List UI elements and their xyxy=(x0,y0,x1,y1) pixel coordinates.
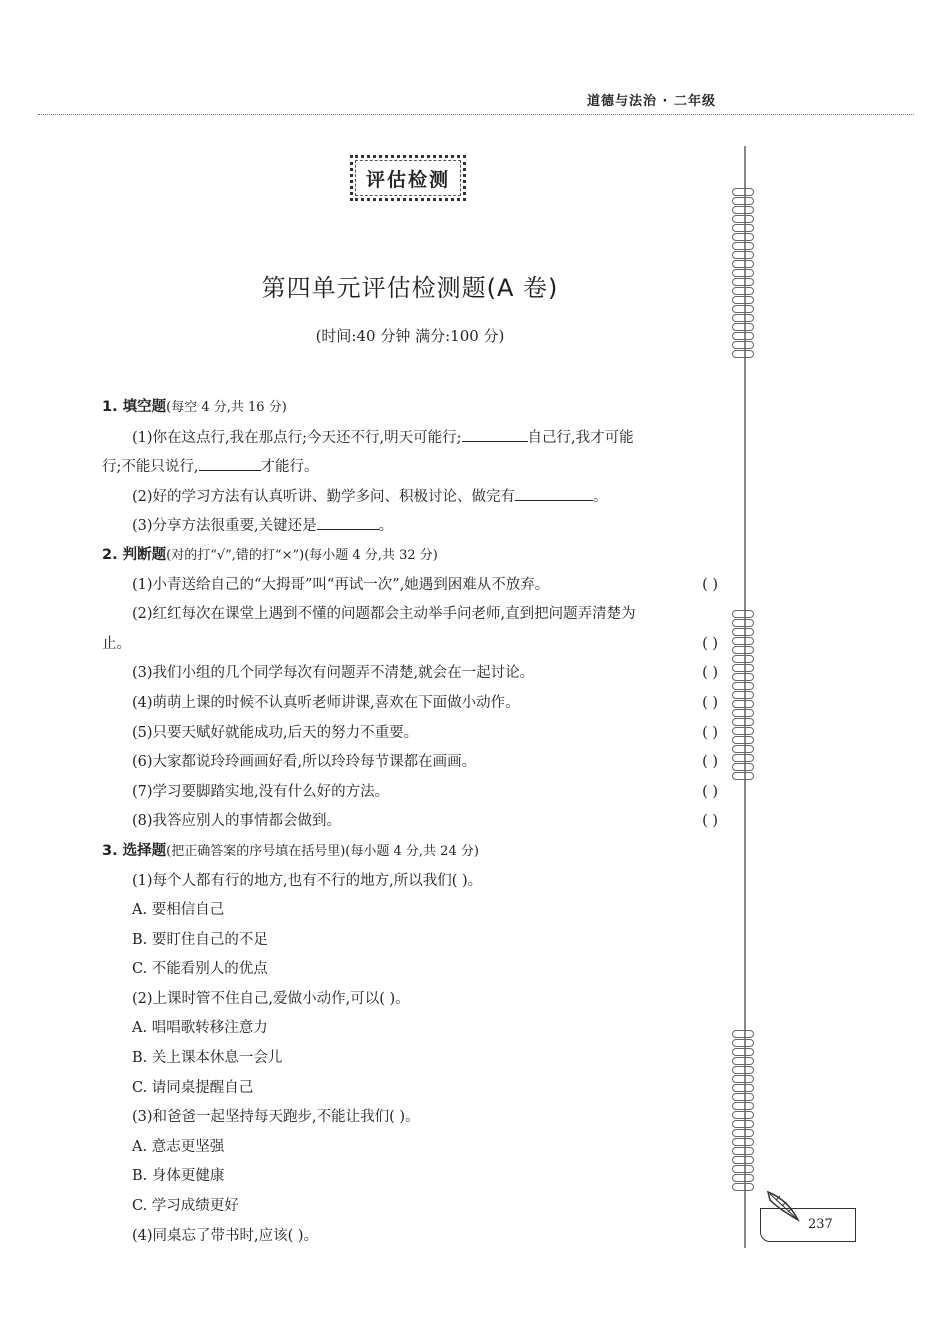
judge-item-text: (1)小青送给自己的“大拇哥”叫“再试一次”,她遇到困难从不放弃。 xyxy=(132,576,550,593)
choice-option[interactable]: C. 学习成绩更好 xyxy=(132,1198,239,1215)
header-subject: 道德与法治 · 二年级 xyxy=(587,94,716,109)
judge-item-5 xyxy=(102,719,718,749)
fill-q1-text-d: 才能行。 xyxy=(260,459,319,476)
choice-question-1: (1)每个人都有行的地方,也有不行的地方,所以我们( )。 xyxy=(132,872,483,889)
judge-item-text: 止。 xyxy=(102,635,131,652)
answer-blank[interactable] xyxy=(317,511,379,530)
section-1-note: (每空 4 分,共 16 分) xyxy=(166,400,287,415)
spiral-binding-bottom xyxy=(732,1030,760,1192)
choice-question-3: (3)和爸爸一起坚持每天跑步,不能让我们( )。 xyxy=(132,1109,420,1126)
section-2-label: 2. 判断题 xyxy=(102,546,167,563)
judge-item-2-line-1 xyxy=(102,600,718,630)
assessment-badge xyxy=(350,155,466,201)
answer-blank[interactable] xyxy=(199,452,261,471)
choice-question-4: (4)同桌忘了带书时,应该( )。 xyxy=(132,1227,319,1244)
choice-option[interactable]: C. 不能看别人的优点 xyxy=(132,961,268,978)
answer-paren[interactable]: ( ) xyxy=(702,783,718,800)
choice-option[interactable]: A. 唱唱歌转移注意力 xyxy=(132,1020,268,1037)
page-number: 237 xyxy=(808,1217,833,1232)
judge-item-8 xyxy=(102,807,718,837)
section-3-heading xyxy=(102,837,718,867)
fill-q1-text-a: (1)你在这点行,我在那点行;今天还不行,明天可能行; xyxy=(132,429,462,446)
judge-item-3 xyxy=(102,659,718,689)
fill-question-2 xyxy=(102,482,718,512)
answer-blank[interactable] xyxy=(462,423,528,442)
choice-option[interactable]: B. 要盯住自己的不足 xyxy=(132,931,268,948)
fill-question-1-line-1 xyxy=(102,423,718,453)
judge-item-2-line-2 xyxy=(102,630,718,660)
answer-blank[interactable] xyxy=(515,482,593,501)
answer-paren[interactable]: ( ) xyxy=(702,635,718,652)
answer-paren[interactable]: ( ) xyxy=(702,813,718,830)
section-3-label: 3. 选择题 xyxy=(102,842,167,859)
fill-q1-text-c: 行;不能只说行, xyxy=(102,459,199,476)
judge-item-6 xyxy=(102,748,718,778)
fill-question-1-line-2 xyxy=(102,452,718,482)
fill-question-3 xyxy=(102,511,718,541)
choice-option[interactable]: B. 身体更健康 xyxy=(132,1168,225,1185)
choice-option[interactable]: B. 关上课本休息一会儿 xyxy=(132,1050,283,1067)
judge-item-text: (5)只要天赋好就能成功,后天的努力不重要。 xyxy=(132,724,419,741)
answer-paren[interactable]: ( ) xyxy=(702,665,718,682)
answer-paren[interactable]: ( ) xyxy=(702,576,718,593)
section-3-note: (把正确答案的序号填在括号里)(每小题 4 分,共 24 分) xyxy=(166,843,479,859)
answer-paren[interactable]: ( ) xyxy=(702,754,718,771)
judge-item-text: (2)红红每次在课堂上遇到不懂的问题都会主动举手问老师,直到把问题弄清楚为 xyxy=(132,606,636,623)
assessment-badge-label: 评估检测 xyxy=(355,160,461,196)
judge-item-1 xyxy=(102,571,718,601)
choice-option[interactable]: A. 意志更坚强 xyxy=(132,1138,225,1155)
fill-q2-text-b: 。 xyxy=(593,488,608,505)
fill-q2-text-a: (2)好的学习方法有认真听讲、勤学多问、积极讨论、做完有 xyxy=(132,488,516,505)
judge-item-text: (4)萌萌上课的时候不认真听老师讲课,喜欢在下面做小动作。 xyxy=(132,694,520,711)
page-title: 第四单元评估检测题(A 卷) xyxy=(261,274,559,302)
choice-option[interactable]: C. 请同桌提醒自己 xyxy=(132,1079,254,1096)
header-rule xyxy=(38,114,914,115)
judge-item-text: (3)我们小组的几个同学每次有问题弄不清楚,就会在一起讨论。 xyxy=(132,665,535,682)
spiral-binding-middle xyxy=(732,610,760,781)
question-content xyxy=(102,393,718,1251)
fill-q1-text-b: 自己行,我才可能 xyxy=(527,429,634,446)
choice-question-2: (2)上课时管不住自己,爱做小动作,可以( )。 xyxy=(132,990,410,1007)
fill-q3-text-b: 。 xyxy=(378,518,394,535)
judge-item-4 xyxy=(102,689,718,719)
fill-q3-text-a: (3)分享方法很重要,关键还是 xyxy=(132,518,317,535)
choice-option[interactable]: A. 要相信自己 xyxy=(132,902,225,919)
page-number-box xyxy=(760,1208,858,1246)
section-1-label: 1. 填空题 xyxy=(102,399,167,415)
judge-item-7 xyxy=(102,778,718,808)
section-2-heading xyxy=(102,541,718,571)
judge-item-text: (6)大家都说玲玲画画好看,所以玲玲每节课都在画画。 xyxy=(132,754,477,771)
section-1-heading xyxy=(102,393,718,423)
judge-item-text: (7)学习要脚踏实地,没有什么好的方法。 xyxy=(132,783,390,800)
answer-paren[interactable]: ( ) xyxy=(702,694,718,711)
page-subtitle: (时间:40 分钟 满分:100 分) xyxy=(315,327,505,345)
judge-item-text: (8)我答应别人的事情都会做到。 xyxy=(132,813,342,830)
answer-paren[interactable]: ( ) xyxy=(702,724,718,741)
section-2-note: (对的打“√”,错的打“×”)(每小题 4 分,共 32 分) xyxy=(166,547,438,563)
